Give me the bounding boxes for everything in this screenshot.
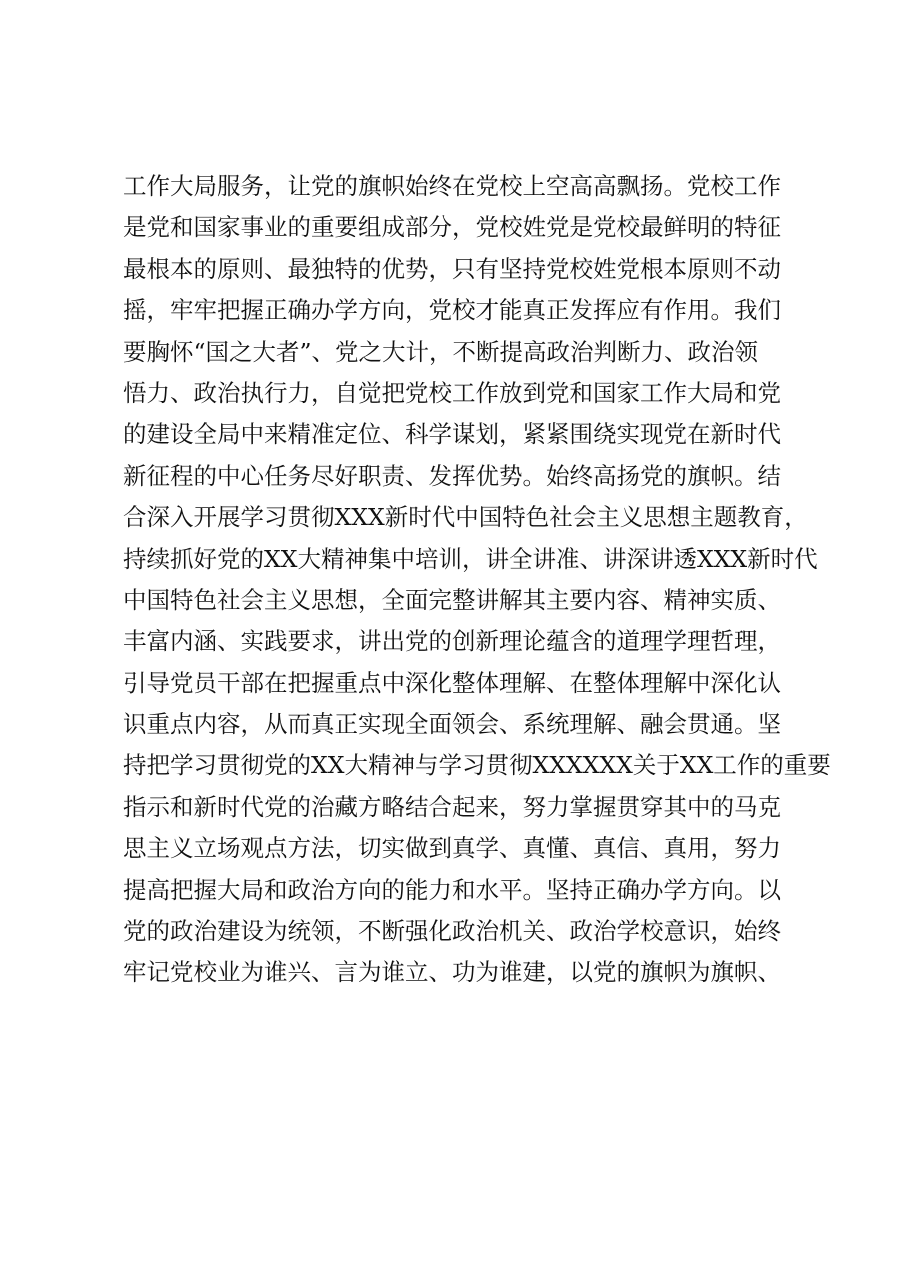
text-line: 新征程的中心任务尽好职责、发挥优势。始终高扬党的旗帜。结 bbox=[123, 461, 781, 490]
text-line: 是党和国家事业的重要组成部分，党校姓党是党校最鲜明的特征 bbox=[123, 213, 781, 242]
text-line: 最根本的原则、最独特的优势，只有坚持党校姓党根本原则不动 bbox=[123, 254, 781, 283]
text-line: 的建设全局中来精准定位、科学谋划，紧紧围绕实现党在新时代 bbox=[123, 420, 781, 449]
text-line: 合深入开展学习贯彻XXX新时代中国特色社会主义思想主题教育， bbox=[123, 503, 808, 532]
text-line: 指示和新时代党的治藏方略结合起来，努力掌握贯穿其中的马克 bbox=[123, 792, 781, 821]
text-line: 中国特色社会主义思想，全面完整讲解其主要内容、精神实质、 bbox=[123, 585, 781, 614]
text-line: 工作大局服务，让党的旗帜始终在党校上空高高飘扬。党校工作 bbox=[123, 172, 781, 200]
text-line: 持把学习贯彻党的XX大精神与学习贯彻XXXXXX关于XX工作的重要 bbox=[123, 751, 831, 780]
text-line: 牢记党校业为谁兴、言为谁立、功为谁建，以党的旗帜为旗帜、 bbox=[123, 958, 781, 987]
text-line: 引导党员干部在把握重点中深化整体理解、在整体理解中深化认 bbox=[123, 668, 781, 697]
body-text bbox=[123, 166, 831, 994]
text-line: 识重点内容，从而真正实现全面领会、系统理解、融会贯通。坚 bbox=[123, 710, 781, 739]
text-line: 持续抓好党的XX大精神集中培训，讲全讲准、讲深讲透XXX新时代 bbox=[123, 544, 818, 573]
text-line: 党的政治建设为统领，不断强化政治机关、政治学校意识，始终 bbox=[123, 917, 781, 946]
text-line: 丰富内涵、实践要求，讲出党的创新理论蕴含的道理学理哲理， bbox=[123, 627, 781, 656]
text-line: 思主义立场观点方法，切实做到真学、真懂、真信、真用，努力 bbox=[123, 834, 781, 863]
text-line: 提高把握大局和政治方向的能力和水平。坚持正确办学方向。以 bbox=[123, 875, 781, 904]
text-line: 要胸怀“国之大者”、党之大计，不断提高政治判断力、政治领 bbox=[123, 337, 759, 366]
text-line: 摇，牢牢把握正确办学方向，党校才能真正发挥应有作用。我们 bbox=[123, 296, 781, 325]
text-line: 悟力、政治执行力，自觉把党校工作放到党和国家工作大局和党 bbox=[123, 378, 781, 407]
